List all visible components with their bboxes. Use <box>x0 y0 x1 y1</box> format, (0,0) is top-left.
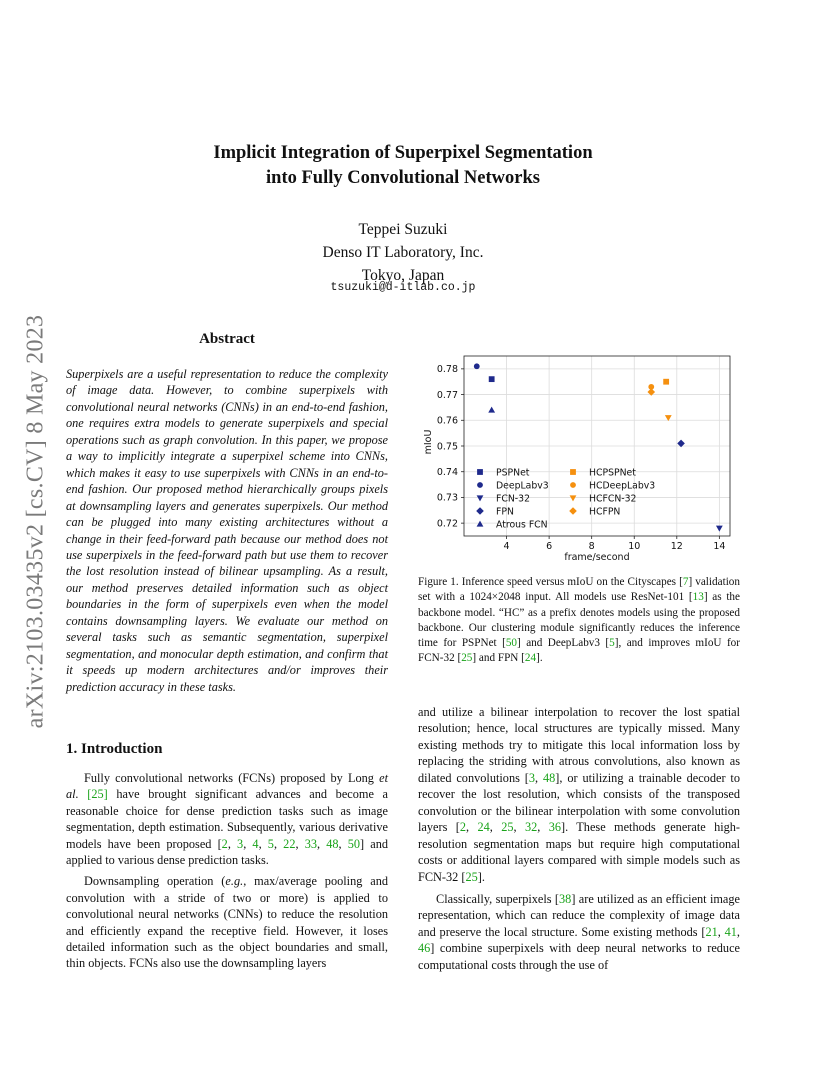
citation-link[interactable]: 24 <box>477 820 490 835</box>
citation-link[interactable]: 3 <box>237 836 244 851</box>
title-line-2: into Fully Convolutional Networks <box>266 168 540 188</box>
legend-label: HCFCN-32 <box>589 493 637 505</box>
body-text: , <box>465 820 478 835</box>
legend-label: FCN-32 <box>496 493 530 505</box>
body-text: ]. These methods generate high-resolution segmentation maps but require high computational costs or additional layers compared with simple models such as FCN-32 [ <box>418 820 741 884</box>
citation-link[interactable]: 25 <box>461 652 473 665</box>
y-tick-label: 0.73 <box>436 492 458 504</box>
right-paragraph-1 <box>418 704 740 885</box>
author-affiliation: Denso IT Laboratory, Inc. <box>322 244 484 261</box>
body-text: and utilize a bilinear interpolation to recover the lost spatial resolution; hence, local structures are typically missed. Many existing methods try to mitigate this local information loss by replacing the striding with atrous convolutions, also known as dilated convolutions [ <box>418 705 740 785</box>
x-tick-label: 10 <box>628 541 641 552</box>
legend-label: HCPSPNet <box>589 467 636 479</box>
citation-link[interactable]: 4 <box>252 836 259 851</box>
legend-label: FPN <box>496 506 514 518</box>
body-text: ], and improves mIoU for FCN-32 [ <box>418 637 740 665</box>
abstract-text: Superpixels are a useful representation to reduce the complexity of image data. However, to combine superpixels with convolutional neural networks (CNNs) in an end-to-end fashion, one requires extra models to generate superpixels and special operations such as graph convolution. In this paper, we propose a way to implicitly integrate a superpixel scheme into CNNs, which makes it easy to use superpixels with CNNs in an end-to-end fashion. Our proposed method hierarchically groups pixels at downsampling layers and generates superpixels. Our method can be plugged into many existing architectures without a change in their feed-forward path because our method does not use superpixels in the feed-forward path but use them to recover the lost resolution instead of bilinear upsampling. As a result, our method preserves detailed information such as object boundaries in the form of superpixels even when the model contains downsampling layers. We evaluate our method on several tasks such as semantic segmentation, superpixel segmentation, and monocular depth estimation, and confirm that it speeds up modern architectures and/or improves their prediction accuracy in these tasks. <box>66 367 388 694</box>
y-tick-label: 0.75 <box>436 441 458 453</box>
body-text: , <box>717 924 725 939</box>
citation-link[interactable]: 21 <box>705 924 718 939</box>
legend-marker <box>570 482 576 488</box>
body-text: ] as the backbone model. “HC” as a prefix denotes models using the proposed backbone. Our clustering module significantly reduces the inference time for PSPNet [ <box>418 591 740 650</box>
introduction-column-left <box>66 770 388 977</box>
y-tick-label: 0.76 <box>436 415 458 427</box>
body-text: Fully convolutional networks (FCNs) proposed by Long <box>84 771 380 785</box>
title-line-1: Implicit Integration of Superpixel Segmentation <box>213 143 593 163</box>
author-name: Teppei Suzuki <box>358 221 448 238</box>
x-axis-label: frame/second <box>564 552 630 563</box>
citation-link[interactable]: 32 <box>524 820 538 835</box>
legend-label: HCDeepLabv3 <box>589 480 656 492</box>
citation-link[interactable]: 36 <box>548 820 561 835</box>
body-text: , <box>273 836 284 851</box>
body-text: ], or utilizing a trainable decoder to recover the lost resolution, which consists of the transposed convolution or the bilinear interpolation with some convolution layers [ <box>418 770 740 835</box>
body-text: , <box>489 820 502 835</box>
y-axis-label: mIoU <box>423 429 434 455</box>
data-point <box>489 376 495 382</box>
arxiv-identifier: arXiv:2103.03435v2 [cs.CV] 8 May 2023 <box>22 314 49 728</box>
introduction-column-right <box>418 704 740 979</box>
data-point <box>663 379 669 385</box>
legend-label: HCFPN <box>589 506 621 518</box>
author-email[interactable]: tsuzuki@d-itlab.co.jp <box>330 281 476 294</box>
legend-marker <box>477 521 484 527</box>
legend-label: Atrous FCN <box>496 519 548 531</box>
scatter-chart <box>418 342 740 568</box>
intro-paragraph-2 <box>66 873 388 971</box>
body-text: ]. <box>536 652 543 665</box>
legend-marker <box>570 469 576 475</box>
intro-paragraph-1 <box>66 770 388 868</box>
author-location: Tokyo, Japan <box>361 267 445 284</box>
body-text: , <box>243 836 253 851</box>
citation-link[interactable]: 24 <box>524 652 537 665</box>
body-text: Downsampling operation ( <box>84 874 226 889</box>
author-block <box>250 218 556 287</box>
chart-legend <box>476 467 655 530</box>
body-text: , <box>535 770 543 785</box>
citation-link[interactable]: 2 <box>221 836 228 851</box>
body-text: have brought significant advances and become a reasonable choice for dense prediction tasks such as image segmentation, depth estimation. Subsequently, various derivative models have been proposed [ <box>66 787 388 851</box>
body-text: ] and DeepLabv3 [ <box>517 637 610 650</box>
abstract-heading: Abstract <box>199 331 255 347</box>
body-text: , <box>258 836 268 851</box>
body-text: Classically, superpixels [ <box>436 891 560 906</box>
y-tick-label: 0.72 <box>436 518 458 530</box>
legend-marker <box>570 495 577 501</box>
x-tick-label: 12 <box>670 541 683 552</box>
body-text: , <box>338 836 348 851</box>
legend-marker <box>477 482 483 488</box>
y-tick-label: 0.74 <box>436 467 458 479</box>
citation-link[interactable]: 25 <box>465 869 478 884</box>
citation-link[interactable]: 38 <box>559 891 572 906</box>
body-text: ] combine superpixels with deep neural networks to reduce computational costs through the use of <box>418 941 740 972</box>
right-paragraph-2 <box>418 891 740 973</box>
body-text: , <box>513 820 525 835</box>
data-point <box>488 407 495 413</box>
citation-link[interactable]: 22 <box>283 836 296 851</box>
italic-text: e.g. <box>225 874 244 889</box>
body-text: , <box>537 820 549 835</box>
italic-text: et al. <box>66 771 388 802</box>
body-text: ] and FPN [ <box>472 652 525 665</box>
citation-link[interactable]: 50 <box>347 836 361 851</box>
body-text <box>79 787 88 801</box>
body-text: , max/average pooling and convolution with a stride of two or more) is applied to convolutional neural networks (CNNs) to reduce the resolution and efficiently expand the receptive field. However, it loses detailed information such as the object boundaries and small, thin objects. FCNs also use the downsampling layers <box>66 874 388 971</box>
legend-marker <box>569 507 577 515</box>
paper-title <box>150 141 656 191</box>
x-tick-label: 6 <box>546 541 553 552</box>
legend-label: PSPNet <box>496 467 530 479</box>
citation-link[interactable]: [25] <box>87 787 108 802</box>
citation-link[interactable]: 5 <box>609 637 615 650</box>
x-tick-label: 8 <box>588 541 595 552</box>
body-text: , <box>295 836 305 851</box>
citation-link[interactable]: 25 <box>501 820 514 835</box>
legend-marker <box>476 507 484 515</box>
citation-link[interactable]: 7 <box>682 576 689 588</box>
figure-1-chart <box>418 342 740 568</box>
body-text: ] validation set with a 1024×2048 input. All models use ResNet-101 [ <box>418 576 740 604</box>
body-text: , <box>316 836 327 851</box>
figure-1-caption <box>418 575 740 667</box>
citation-link[interactable]: 50 <box>505 637 518 650</box>
citation-link[interactable]: 48 <box>326 836 339 851</box>
arxiv-stamp <box>23 273 49 769</box>
citation-link[interactable]: 46 <box>418 941 431 956</box>
body-text: , <box>227 836 238 851</box>
y-tick-label: 0.77 <box>436 389 458 401</box>
body-text: ] and applied to various dense prediction tasks. <box>66 836 389 868</box>
body-text: ]. <box>477 869 485 884</box>
citation-link[interactable]: 5 <box>267 836 274 851</box>
data-point <box>716 526 723 532</box>
x-tick-label: 14 <box>713 541 726 552</box>
citation-link[interactable]: 48 <box>543 770 556 785</box>
citation-link[interactable]: 3 <box>528 770 536 785</box>
x-tick-label: 4 <box>503 541 510 552</box>
citation-link[interactable]: 2 <box>459 820 466 835</box>
body-text: ] are utilized as an efficient image representation, which can reduce the complexity of image data and preserve the local structure. Some existing methods [ <box>418 891 740 939</box>
legend-label: DeepLabv3 <box>496 480 549 492</box>
y-tick-label: 0.78 <box>436 364 458 376</box>
section-heading-introduction: 1. Introduction <box>66 741 163 757</box>
data-point <box>474 363 480 369</box>
body-text: Figure 1. Inference speed versus mIoU on the Cityscapes [ <box>418 576 683 588</box>
legend-marker <box>477 469 483 475</box>
legend-marker <box>477 495 484 501</box>
citation-link[interactable]: 41 <box>724 924 737 939</box>
citation-link[interactable]: 33 <box>304 836 317 851</box>
body-text: , <box>736 924 740 939</box>
citation-link[interactable]: 13 <box>692 591 704 604</box>
